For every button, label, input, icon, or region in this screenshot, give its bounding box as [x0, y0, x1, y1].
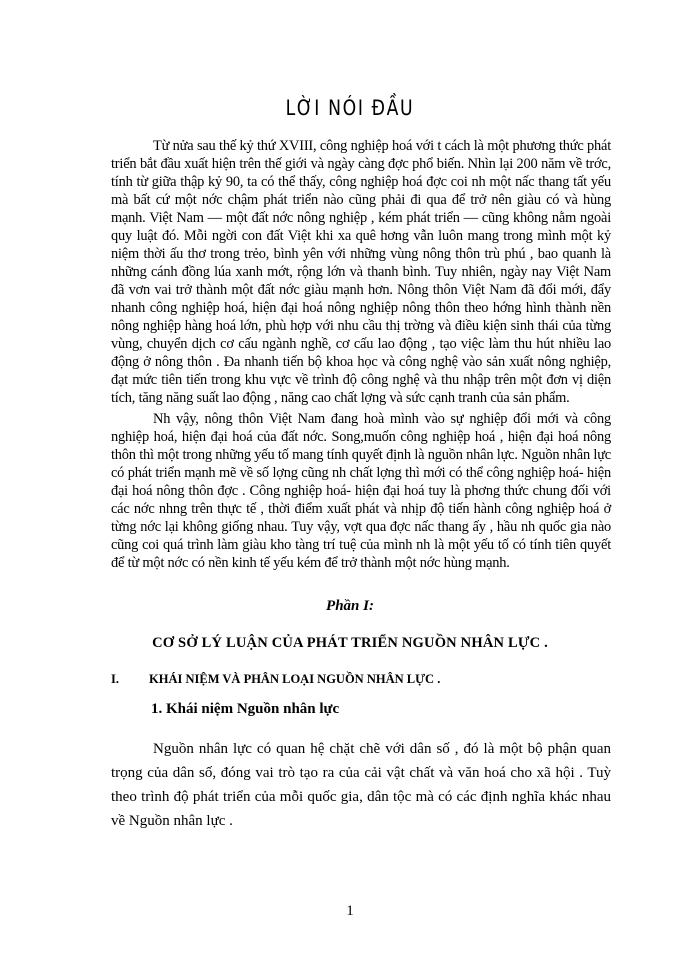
document-title: LỜI NÓI ĐẦU: [285, 96, 415, 120]
part-heading: Phần I:: [326, 598, 374, 614]
section-heading-row: [111, 672, 591, 687]
body-paragraph: Nguồn nhân lực có quan hệ chặt chẽ với dân số , đó là một bộ phận quan trọng của dân số, đóng vai trò tạo ra của cải vật chất và văn hoá cho xã hội . Tuỳ theo trình độ phát triển của mỗi quốc gia, dân tộc mà có các định nghĩa khác nhau về Nguồn nhân lực .: [111, 741, 611, 829]
intro-paragraph-2: Nh vậy, nông thôn Việt Nam đang hoà mình vào sự nghiệp đổi mới và công nghiệp hoá, hiện đại hoá của đất nớc. Song,muốn công nghiệp hoá , hiện đại hoá nông thôn thì một trong những yếu tố mang tính quyết định là nguồn nhân lực. Nguồn nhân lực có phát triển mạnh mẽ về số lợng cũng nh chất lợng thì mới có thể công nghiệp hoá- hiện đại hoá nông thôn đợc . Công nghiệp hoá- hiện đại hoá tuy là phơng thức chung đối với các nớc nhng trên thực tế , thời điểm xuất phát và nhịp độ tiến hành công nghiệp hoá ở từng nớc lại không giống nhau. Tuy vậy, vợt qua đợc nấc thang ấy , hầu nh quốc gia nào cũng coi quá trình làm giàu kho tàng trí tuệ của mình nh là một yếu tố có tính tiên quyết để từ một nớc có nền kinh tế yếu kém để trở thành một nớc hùng mạnh.: [111, 411, 611, 571]
section-number: I.: [111, 672, 119, 686]
chapter-heading: CƠ SỞ LÝ LUẬN CỦA PHÁT TRIỂN NGUỒN NHÂN LỰC .: [152, 635, 548, 651]
subsection-heading: 1. Khái niệm Nguồn nhân lực: [151, 701, 340, 717]
intro-paragraph-1: Từ nửa sau thế kỷ thứ XVIII, công nghiệp hoá với t cách là một phương thức phát triển bắt đầu xuất hiện trên thế giới và ngày càng đợc phổ biến. Nhìn lại 200 năm về trớc, tính từ giữa thập kỷ 90, ta có thể thấy, công nghiệp hoá đợc coi nh một nấc thang tất yếu mà bất cứ một nớc chậm phát triển nào cũng phải đi qua để trở nên giàu có và hùng mạnh. Việt Nam — một đất nớc nông nghiệp , kém phát triển — cũng không nằm ngoài quy luật đó. Mỗi ngời con đất Việt khi xa quê hơng vẫn luôn mang trong mình một kỷ niệm thời ấu thơ trong trẻo, bình yên với những vùng nông thôn trù phú , bao quanh là những cánh đồng lúa xanh mớt, rộng lớn và thanh bình. Tuy nhiên, ngày nay Việt Nam đã vơn vai trở thành một đất nớc giàu mạnh hơn. Nông thôn Việt Nam đã đổi mới, đẩy nhanh công nghiệp hoá, hiện đại hoá nông nghiệp nông thôn theo hớng hình thành nền nông nghiệp hàng hoá lớn, phù hợp với nhu cầu thị trờng và điều kiện sinh thái của từng vùng, chuyển dịch cơ cấu ngành nghề, cơ cấu lao động , tạo việc làm thu hút nhiều lao động ở nông thôn . Đa nhanh tiến bộ khoa học và công nghệ vào sản xuất nông nghiệp, đạt mức tiên tiến trong khu vực về trình độ công nghệ và thu nhập trên một đơn vị diện tích, tăng năng suất lao động , năng cao chất lợng và sức cạnh tranh của sản phẩm.: [111, 138, 611, 406]
page-number: 1: [346, 903, 354, 919]
section-heading: KHÁI NIỆM VÀ PHÂN LOẠI NGUỒN NHÂN LỰC .: [149, 672, 441, 686]
